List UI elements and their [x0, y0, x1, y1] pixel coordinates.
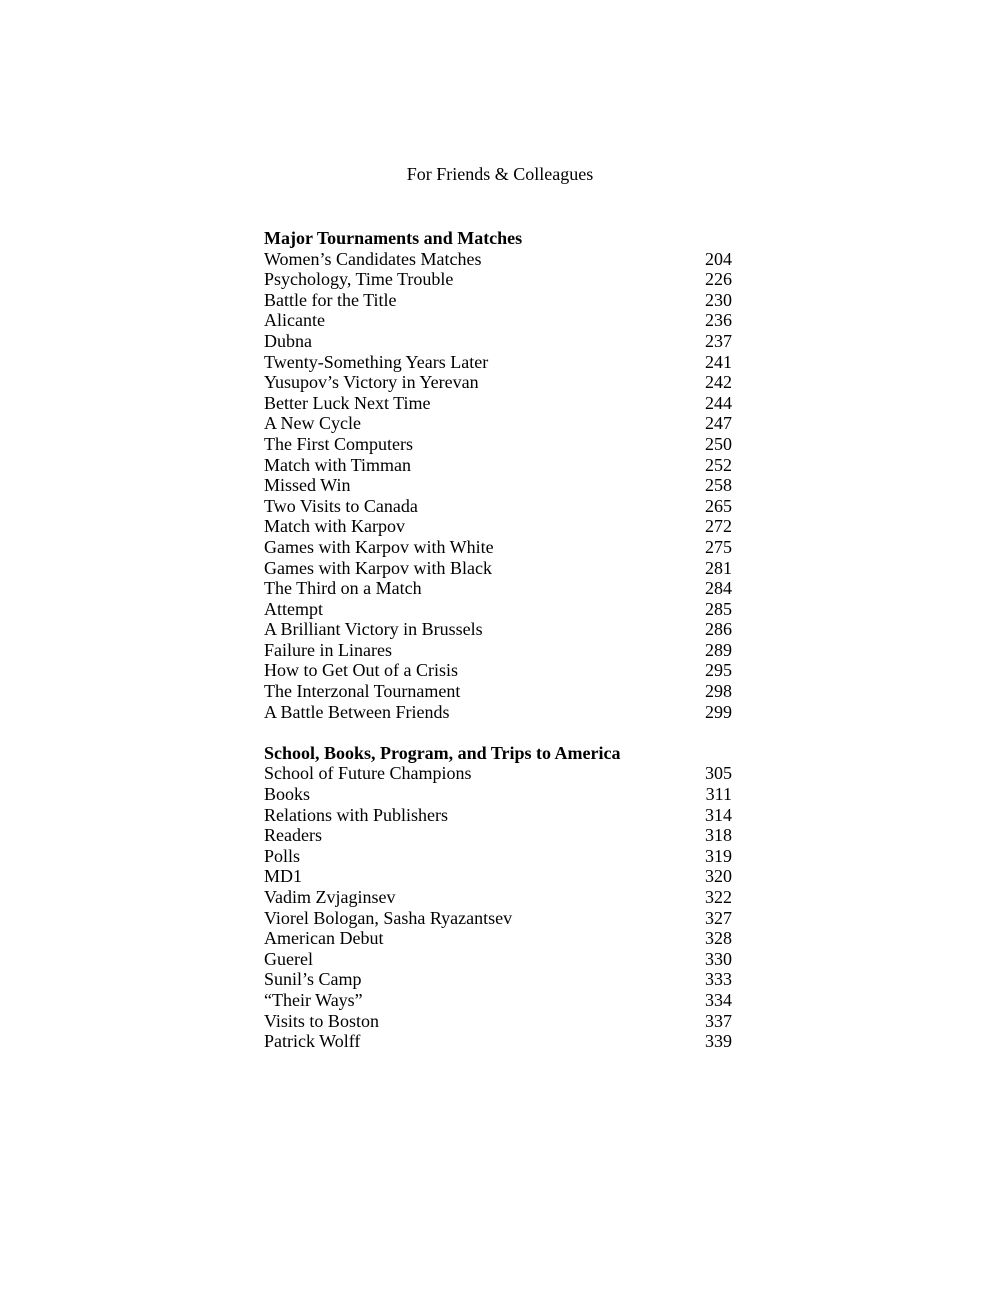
entry-title: Twenty-Something Years Later: [264, 351, 489, 372]
toc-entry: [264, 928, 734, 949]
entry-title: A New Cycle: [264, 413, 361, 434]
entry-page-number: 285: [705, 598, 732, 619]
entry-title: American Debut: [264, 928, 384, 949]
table-of-contents: [264, 228, 734, 1052]
entry-title: “Their Ways”: [264, 989, 363, 1010]
entry-title: Women’s Candidates Matches: [264, 248, 482, 269]
entry-title: A Brilliant Victory in Brussels: [264, 619, 483, 640]
entry-page-number: 295: [705, 660, 732, 681]
entry-title: Missed Win: [264, 475, 351, 496]
entry-title: Attempt: [264, 598, 323, 619]
toc-entry: [264, 969, 734, 990]
toc-entry: [264, 558, 734, 579]
entry-title: Patrick Wolff: [264, 1031, 361, 1052]
entry-page-number: 337: [705, 1010, 732, 1031]
toc-entry: [264, 990, 734, 1011]
toc-entry: [264, 393, 734, 414]
entry-title: Psychology, Time Trouble: [264, 269, 454, 290]
entry-title: Games with Karpov with White: [264, 536, 494, 557]
entry-page-number: 272: [705, 516, 732, 537]
entry-title: Yusupov’s Victory in Yerevan: [264, 372, 479, 393]
toc-entry: [264, 660, 734, 681]
entry-title: Two Visits to Canada: [264, 495, 418, 516]
page-header: For Friends & Colleagues: [406, 164, 594, 184]
entry-page-number: 339: [705, 1031, 732, 1052]
toc-entry: [264, 763, 734, 784]
toc-entry: [264, 249, 734, 270]
entry-page-number: 299: [705, 701, 732, 722]
toc-entry: [264, 825, 734, 846]
toc-entry: [264, 1011, 734, 1032]
entry-page-number: 320: [705, 866, 732, 887]
entry-page-number: 242: [705, 372, 732, 393]
toc-entry: [264, 702, 734, 723]
toc-entry: [264, 413, 734, 434]
toc-entry: [264, 352, 734, 373]
entry-page-number: 314: [705, 804, 732, 825]
toc-section: [264, 743, 734, 1052]
entry-title: MD1: [264, 866, 303, 887]
entry-title: Polls: [264, 845, 301, 866]
toc-entry: [264, 949, 734, 970]
toc-entry: [264, 866, 734, 887]
entry-title: Relations with Publishers: [264, 804, 448, 825]
toc-entry: [264, 578, 734, 599]
entry-page-number: 319: [705, 845, 732, 866]
toc-entry: [264, 1031, 734, 1052]
entry-title: School of Future Champions: [264, 763, 472, 784]
toc-entry: [264, 640, 734, 661]
toc-entry: [264, 805, 734, 826]
entry-page-number: 204: [705, 248, 732, 269]
entry-title: Dubna: [264, 330, 312, 351]
toc-section: [264, 228, 734, 722]
entry-page-number: 330: [705, 948, 732, 969]
entry-page-number: 244: [705, 392, 732, 413]
toc-entry: [264, 784, 734, 805]
entry-page-number: 250: [705, 433, 732, 454]
toc-entry: [264, 496, 734, 517]
entry-title: Failure in Linares: [264, 639, 392, 660]
toc-entry: [264, 908, 734, 929]
entry-title: Guerel: [264, 948, 313, 969]
toc-entry: [264, 269, 734, 290]
entry-title: Match with Timman: [264, 454, 412, 475]
entry-page-number: 258: [705, 475, 732, 496]
toc-entry: [264, 846, 734, 867]
entry-page-number: 286: [705, 619, 732, 640]
entry-title: Viorel Bologan, Sasha Ryazantsev: [264, 907, 513, 928]
entry-title: How to Get Out of a Crisis: [264, 660, 458, 681]
entry-page-number: 322: [705, 887, 732, 907]
entry-page-number: 305: [705, 763, 732, 784]
toc-entry: [264, 310, 734, 331]
entry-title: Games with Karpov with Black: [264, 557, 492, 578]
entry-page-number: 328: [705, 928, 732, 949]
entry-title: Vadim Zvjaginsev: [264, 887, 396, 907]
entry-page-number: 237: [705, 330, 732, 351]
entry-page-number: 333: [705, 969, 732, 990]
entry-page-number: 226: [705, 269, 732, 290]
toc-entry: [264, 290, 734, 311]
entry-title: Battle for the Title: [264, 289, 397, 310]
entry-page-number: 275: [705, 536, 732, 557]
toc-entry: [264, 599, 734, 620]
toc-entry: [264, 887, 734, 908]
entry-page-number: 281: [705, 557, 732, 578]
entry-title: Books: [264, 784, 311, 805]
entry-title: A Battle Between Friends: [264, 701, 450, 722]
entry-page-number: 284: [705, 578, 732, 599]
toc-entry: [264, 537, 734, 558]
entry-page-number: 247: [705, 413, 732, 434]
toc-entry: [264, 681, 734, 702]
entry-page-number: 311: [705, 784, 732, 805]
toc-entry: [264, 619, 734, 640]
entry-title: Alicante: [264, 310, 325, 331]
toc-entry: [264, 434, 734, 455]
entry-page-number: 327: [705, 907, 732, 928]
entry-title: Sunil’s Camp: [264, 969, 362, 990]
entry-page-number: 241: [705, 351, 732, 372]
toc-entry: [264, 455, 734, 476]
toc-entry: [264, 516, 734, 537]
entry-page-number: 318: [705, 825, 732, 846]
entry-title: Readers: [264, 825, 322, 846]
toc-entry: [264, 331, 734, 352]
entry-title: Match with Karpov: [264, 516, 405, 537]
section-heading: School, Books, Program, and Trips to America: [264, 742, 621, 763]
toc-entry: [264, 372, 734, 393]
entry-page-number: 265: [705, 495, 732, 516]
entry-page-number: 289: [705, 639, 732, 660]
entry-page-number: 230: [705, 289, 732, 310]
entry-page-number: 334: [705, 989, 732, 1010]
entry-title: The First Computers: [264, 433, 413, 454]
entry-title: Visits to Boston: [264, 1010, 379, 1031]
entry-title: The Third on a Match: [264, 578, 422, 599]
entry-page-number: 252: [705, 454, 732, 475]
entry-page-number: 236: [705, 310, 732, 331]
entry-title: Better Luck Next Time: [264, 392, 431, 413]
entry-title: The Interzonal Tournament: [264, 681, 461, 702]
entry-page-number: 298: [705, 681, 732, 702]
toc-entry: [264, 475, 734, 496]
section-heading: Major Tournaments and Matches: [264, 228, 523, 248]
